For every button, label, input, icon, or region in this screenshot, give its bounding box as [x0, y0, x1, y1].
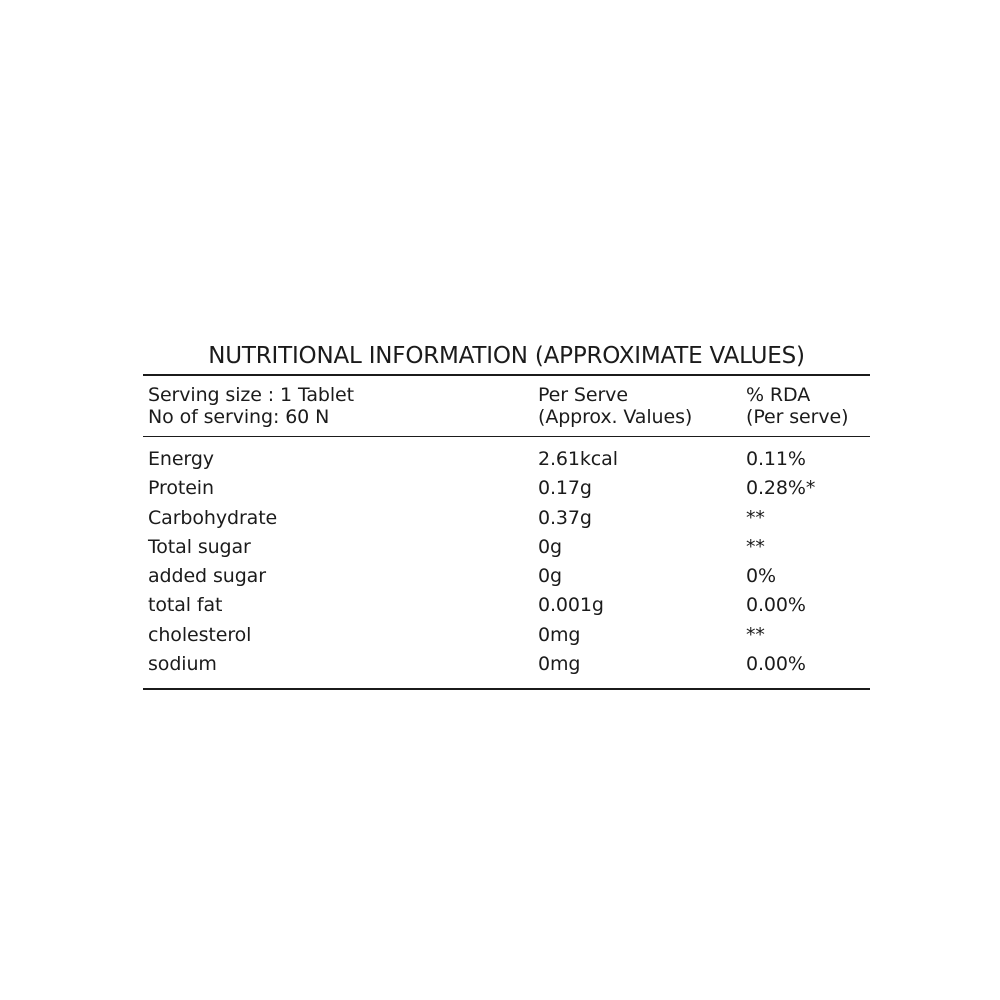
nutrient-name: Carbohydrate — [148, 506, 278, 529]
per-serve-value: 0mg — [538, 623, 581, 646]
table-row — [143, 594, 870, 623]
table-row — [143, 624, 870, 653]
nutrient-name: total fat — [148, 594, 223, 617]
rda-value: 0.00% — [746, 594, 806, 617]
table-row — [143, 448, 870, 477]
rda-value: ** — [746, 623, 765, 646]
rda-value: 0.11% — [746, 448, 806, 470]
rda-value: 0% — [746, 565, 776, 588]
nutrition-table — [143, 339, 870, 697]
rda-value: ** — [746, 535, 765, 558]
rda-value: 0.00% — [746, 653, 806, 676]
per-serve-value: 0.17g — [538, 477, 592, 500]
table-row — [143, 507, 870, 536]
per-serve-value: 0mg — [538, 653, 581, 676]
nutrient-name: added sugar — [148, 565, 266, 588]
table-title: NUTRITIONAL INFORMATION (APPROXIMATE VALUES) — [208, 343, 805, 369]
nutrient-name: sodium — [148, 653, 217, 676]
rda-subheader: (Per serve) — [746, 406, 849, 428]
rda-value: 0.28%* — [746, 477, 816, 500]
per-serve-value: 2.61kcal — [538, 448, 618, 470]
nutrient-name: cholesterol — [148, 623, 252, 646]
per-serve-value: 0g — [538, 565, 562, 588]
nutrient-name: Protein — [148, 477, 214, 500]
serving-size-label: Serving size : 1 Tablet — [148, 384, 354, 406]
table-row — [143, 536, 870, 565]
per-serve-header: Per Serve — [538, 384, 628, 406]
top-divider — [143, 374, 870, 376]
nutrient-name: Energy — [148, 448, 214, 470]
servings-count-label: No of serving: 60 N — [148, 406, 330, 428]
rda-header: % RDA — [746, 384, 811, 406]
bottom-divider — [143, 688, 870, 690]
nutrient-rows — [143, 448, 870, 682]
per-serve-subheader: (Approx. Values) — [538, 406, 693, 428]
table-row — [143, 565, 870, 594]
header-divider — [143, 436, 870, 437]
per-serve-value: 0.001g — [538, 594, 604, 617]
table-row — [143, 653, 870, 682]
rda-value: ** — [746, 506, 765, 529]
table-row — [143, 477, 870, 506]
per-serve-value: 0.37g — [538, 506, 592, 529]
nutrient-name: Total sugar — [148, 535, 251, 558]
per-serve-value: 0g — [538, 535, 562, 558]
